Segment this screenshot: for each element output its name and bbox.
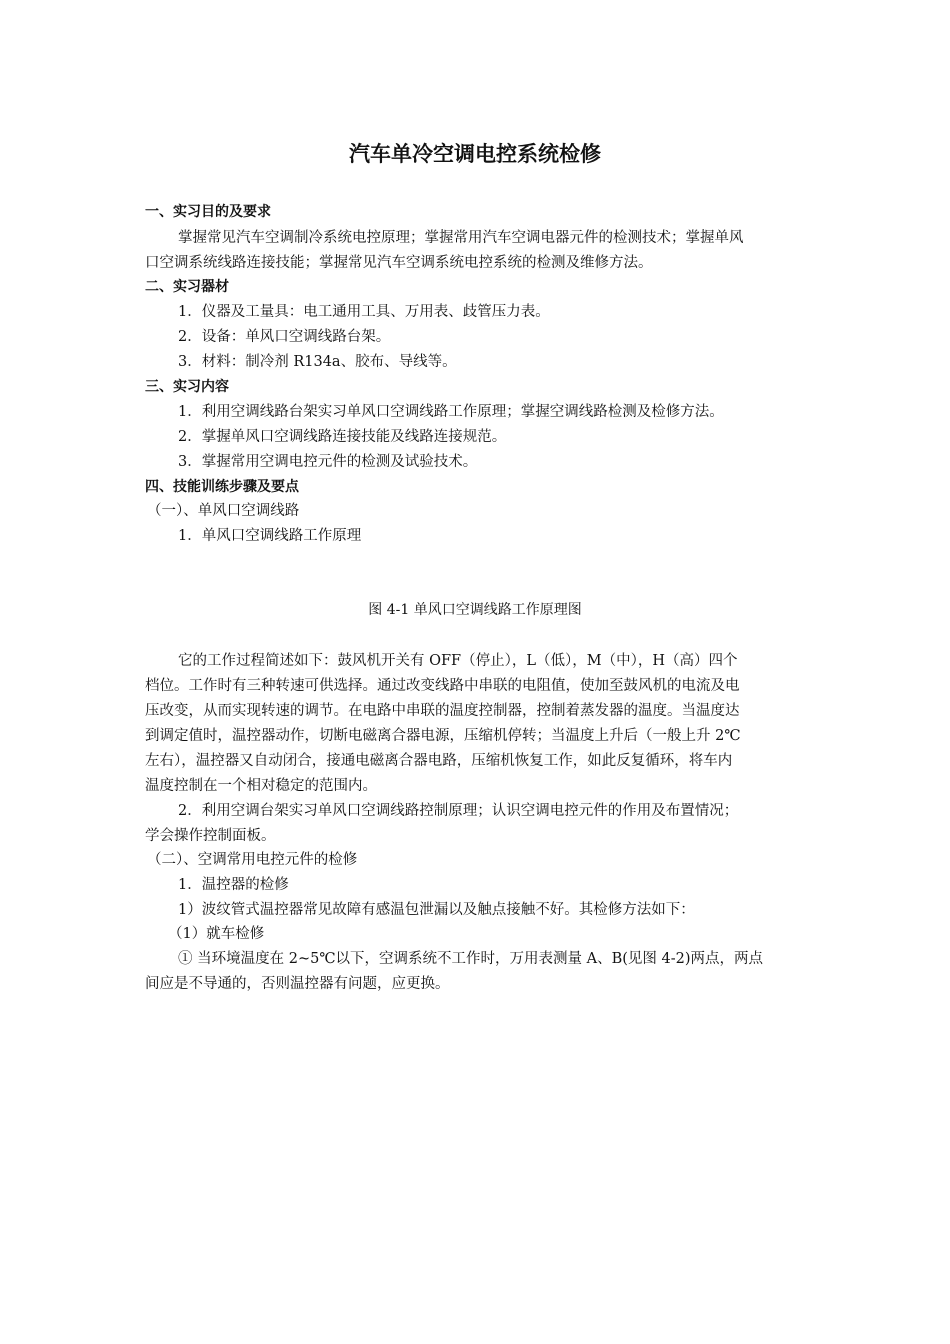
section-heading-1: 一、实习目的及要求 [145,204,271,220]
document-title: 汽车单冷空调电控系统检修 [349,142,601,166]
figure-caption: 图 4-1 单风口空调线路工作原理图 [368,602,582,618]
paragraph-line: 2．利用空调台架实习单风口空调线路控制原理；认识空调电控元件的作用及布置情况； [178,803,739,819]
section-heading-2: 二、实习器材 [145,279,229,295]
subsection-heading: （二）、空调常用电控元件的检修 [147,852,358,868]
list-item: 1．单风口空调线路工作原理 [178,528,362,544]
list-item: 2．掌握单风口空调线路连接技能及线路连接规范。 [178,429,507,445]
paragraph-line: 到调定值时，温控器动作，切断电磁离合器电源，压缩机停转；当温度上升后（一般上升 2℃ [145,728,741,744]
paragraph-line: 掌握常见汽车空调制冷系统电控原理；掌握常用汽车空调电器元件的检测技术；掌握单风 [178,230,744,246]
list-item: 1．温控器的检修 [178,877,289,893]
paragraph-line: 它的工作过程简述如下：鼓风机开关有 OFF（停止），L（低），M（中），H（高）四个 [178,653,738,669]
section-heading-3: 三、实习内容 [145,379,229,395]
list-item: 3．材料：制冷剂 R134a、胶布、导线等。 [178,354,457,370]
paragraph-line: 压改变，从而实现转速的调节。在电路中串联的温度控制器，控制着蒸发器的温度。当温度达 [145,703,740,719]
paragraph-line: 口空调系统线路连接技能；掌握常见汽车空调系统电控系统的检测及维修方法。 [145,255,653,271]
paragraph-line: 左右），温控器又自动闭合，接通电磁离合器电路，压缩机恢复工作，如此反复循环，将车内 [145,753,733,769]
list-item: 3．掌握常用空调电控元件的检测及试验技术。 [178,454,478,470]
paragraph-line: 档位。工作时有三种转速可供选择。通过改变线路中串联的电阻值，使加至鼓风机的电流及电 [145,678,740,694]
list-item: 1．仪器及工量具：电工通用工具、万用表、歧管压力表。 [178,304,550,320]
list-item: （1）就车检修 [168,926,265,942]
list-item: 2．设备：单风口空调线路台架。 [178,329,391,345]
section-heading-4: 四、技能训练步骤及要点 [145,479,299,495]
paragraph-line: ① 当环境温度在 2~5℃以下，空调系统不工作时，万用表测量 A、B(见图 4-2)两点，两点 [178,951,764,967]
paragraph-line: 温度控制在一个相对稳定的范围内。 [145,778,377,794]
subsection-heading: （一）、单风口空调线路 [147,503,300,519]
paragraph-line: 间应是不导通的，否则温控器有问题，应更换。 [145,976,450,992]
paragraph-line: 学会操作控制面板。 [145,828,276,844]
list-item: 1）波纹管式温控器常见故障有感温包泄漏以及触点接触不好。其检修方法如下： [178,902,695,918]
list-item: 1．利用空调线路台架实习单风口空调线路工作原理；掌握空调线路检测及检修方法。 [178,404,724,420]
